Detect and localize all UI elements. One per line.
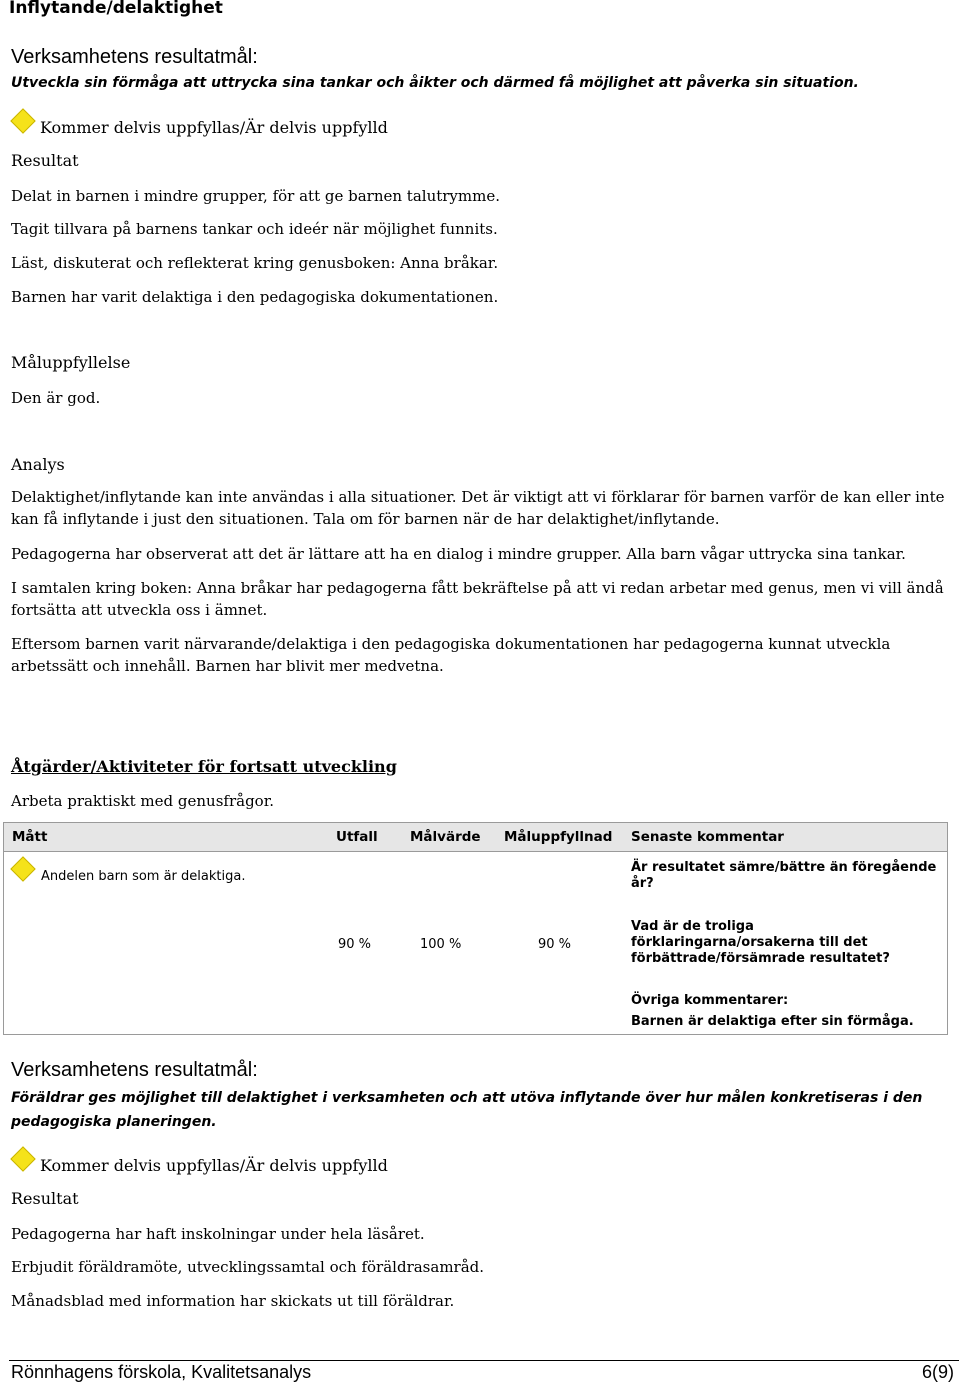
col-malvarde: Målvärde (410, 829, 481, 845)
malvarde-value: 100 % (420, 937, 462, 952)
actions-label: Åtgärder/Aktiviteter för fortsatt utveckling (11, 757, 397, 776)
actions-text: Arbeta praktiskt med genusfrågor. (11, 792, 274, 810)
result-item: Tagit tillvara på barnens tankar och ideér när möjlighet funnits. (11, 220, 498, 238)
goal-text: Utveckla sin förmåga att uttrycka sina tankar och åikter och därmed få möjlighet att påverka sin situation. (11, 75, 859, 91)
page-heading: Inflytande/delaktighet (9, 0, 223, 18)
footer-divider (9, 1360, 959, 1361)
result-label: Resultat (11, 1189, 79, 1208)
comment-answer: Barnen är delaktiga efter sin förmåga. (631, 1014, 914, 1029)
analysis-paragraph: I samtalen kring boken: Anna bråkar har pedagogerna fått bekräftelse på att vi redan arbetar med genus, men vi vill ändå fortsätta att utveckla oss i ämnet. (11, 579, 944, 619)
utfall-value: 90 % (338, 937, 372, 952)
footer-document-name: Rönnhagens förskola, Kvalitetsanalys (11, 1362, 312, 1382)
status-text: Kommer delvis uppfyllas/Är delvis uppfylld (40, 1156, 388, 1175)
result-item: Delat in barnen i mindre grupper, för att ge barnen talutrymme. (11, 187, 500, 205)
footer-page-number: 6(9) (921, 1362, 954, 1382)
analysis-label: Analys (11, 455, 65, 474)
status-diamond-icon (10, 856, 35, 881)
result-item: Erbjudit föräldramöte, utvecklingssamtal och föräldrasamråd. (11, 1258, 485, 1276)
result-item: Månadsblad med information har skickats ut till föräldrar. (11, 1292, 455, 1310)
comment-question: Vad är de troliga förklaringarna/orsakerna till det förbättrade/försämrade resultatet? (631, 919, 890, 966)
status-diamond-icon (10, 1146, 35, 1171)
result-item: Barnen har varit delaktiga i den pedagogiska dokumentationen. (11, 288, 499, 306)
result-item: Läst, diskuterat och reflekterat kring genusboken: Anna bråkar. (11, 254, 499, 272)
fulfillment-label: Måluppfyllelse (11, 353, 131, 372)
result-label: Resultat (11, 151, 79, 170)
measure-name: Andelen barn som är delaktiga. (41, 869, 246, 884)
goal-title: Verksamhetens resultatmål: (11, 1059, 258, 1081)
status-text: Kommer delvis uppfyllas/Är delvis uppfylld (40, 118, 388, 137)
maluppfyllnad-value: 90 % (538, 937, 572, 952)
fulfillment-text: Den är god. (11, 389, 101, 407)
goal-title: Verksamhetens resultatmål: (11, 46, 258, 68)
goal-text: Föräldrar ges möjlighet till delaktighet i verksamheten och att utöva inflytande över hur målen konkretiseras i den pedagogiska planeringen. (11, 1090, 923, 1130)
col-maluppfyllnad: Måluppfyllnad (504, 829, 613, 845)
col-utfall: Utfall (336, 829, 378, 845)
col-matt: Mått (12, 829, 48, 845)
result-item: Pedagogerna har haft inskolningar under hela läsåret. (11, 1225, 425, 1243)
comment-question: Övriga kommentarer: (631, 993, 789, 1008)
status-diamond-icon (10, 108, 35, 133)
measure-table (3, 822, 948, 1035)
analysis-paragraph: Eftersom barnen varit närvarande/delaktiga i den pedagogiska dokumentationen har pedagogerna kunnat utveckla arbetssätt och innehåll. Barnen har blivit mer medvetna. (11, 635, 891, 675)
analysis-paragraph: Pedagogerna har observerat att det är lättare att ha en dialog i mindre grupper. Alla barn vågar uttrycka sina tankar. (11, 545, 906, 563)
analysis-paragraph: Delaktighet/inflytande kan inte användas i alla situationer. Det är viktigt att vi förklarar för barnen varför de kan eller inte kan få inflytande i just den situationen. Tala om för barnen när de har delaktighet/inflytande. (11, 488, 945, 528)
table-header (4, 823, 947, 852)
comment-question: Är resultatet sämre/bättre än föregående år? (631, 860, 937, 891)
col-senaste-kommentar: Senaste kommentar (631, 829, 784, 845)
